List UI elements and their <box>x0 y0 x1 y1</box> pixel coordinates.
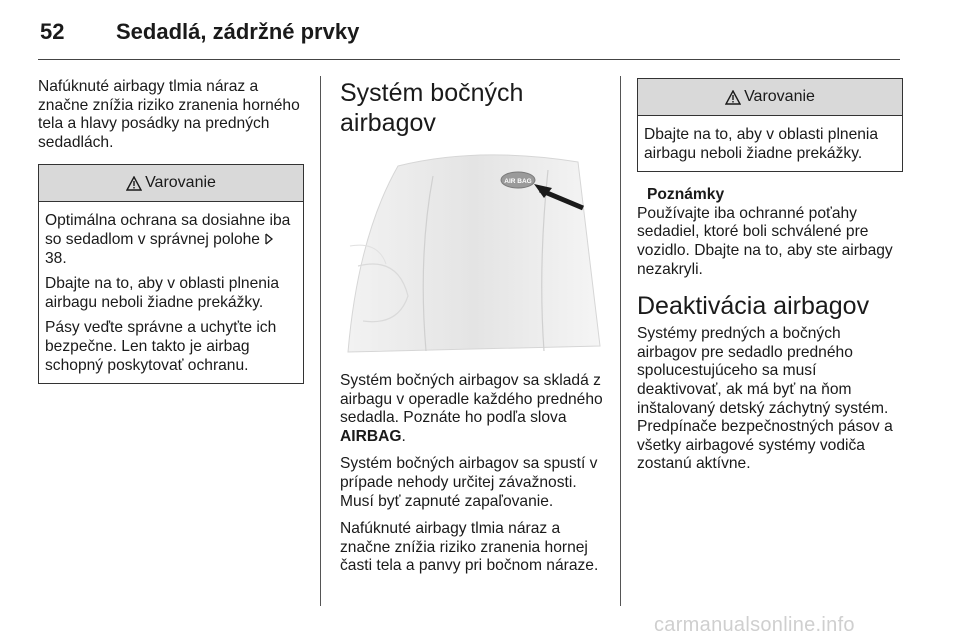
page-reference-icon <box>264 233 274 245</box>
warning-title-2: Varovanie <box>744 87 815 105</box>
warning-triangle-icon <box>126 176 142 191</box>
column-divider-2 <box>620 76 621 606</box>
seat-illustration-graphic <box>338 146 604 358</box>
section-heading-side-airbags: Systém bočných airbagov <box>340 79 524 137</box>
column-2 <box>340 78 606 585</box>
column-3 <box>637 78 903 483</box>
side-airbag-paragraph-2: Systém bočných airbagov sa spustí v prípade nehody určitej závažnosti. Musí byť zapnuté zapaľovanie. <box>340 455 598 510</box>
intro-paragraph: Nafúknuté airbagy tlmia náraz a značne znížia riziko zranenia horného tela a hlavy posádky na predných sedadlách. <box>38 78 300 151</box>
warning-box-2 <box>637 78 903 172</box>
paragraph-1-end: . <box>401 427 406 445</box>
warning-triangle-icon <box>725 90 741 105</box>
page-title: Sedadlá, zádržné prvky <box>116 19 360 44</box>
page-reference-link[interactable]: 38. <box>45 249 67 267</box>
page-header <box>38 18 900 60</box>
paragraph-1-text: Systém bočných airbagov sa skladá z airbagu v operadle každého predného sedadla. Poznáte ho podľa slova <box>340 372 603 427</box>
side-airbag-paragraph-3: Nafúknuté airbagy tlmia náraz a značne znížia riziko zranenia hornej časti tela a panvy pri bočnom náraze. <box>340 520 599 575</box>
column-divider-1 <box>320 76 321 606</box>
warning-title: Varovanie <box>145 174 216 192</box>
column-1 <box>38 78 304 384</box>
header-rule <box>38 59 900 60</box>
warning-header-2 <box>638 79 902 116</box>
warning-2-paragraph-1: Dbajte na to, aby v oblasti plnenia airbagu neboli žiadne prekážky. <box>644 126 879 162</box>
warning-box-1 <box>38 164 304 384</box>
warning-paragraph-1 <box>45 212 297 268</box>
watermark-text: carmanualsonline.info <box>654 614 855 636</box>
airbag-badge-label: AIR BAG <box>504 178 532 185</box>
warning-paragraph-1-text: Optimálna ochrana sa dosiahne iba so sedadlom v správnej polohe <box>45 212 291 248</box>
seat-airbag-illustration <box>338 146 604 358</box>
deactivation-paragraph: Systémy predných a bočných airbagov pre sedadlo predného spolucestujúceho sa musí deaktivovať, ak má byť na ňom inštalovaný detský záchytný systém. Predpínače bezpečnostných pásov a všetky airbagové systémy vodiča zostanú aktívne. <box>637 325 893 473</box>
note-text: Používajte iba ochranné poťahy sedadiel, ktoré boli schválené pre vozidlo. Dbajte na to, aby ste airbagy nezakryli. <box>637 204 893 278</box>
warning-paragraph-3: Pásy veďte správne a uchyťte ich bezpečne. Len takto je airbag schopný poskytovať ochranu. <box>45 319 277 374</box>
side-airbag-paragraph-1 <box>340 372 606 446</box>
page-number: 52 <box>40 19 65 44</box>
airbag-word: AIRBAG <box>340 427 402 445</box>
warning-header <box>39 165 303 202</box>
warning-body-2 <box>638 116 902 171</box>
section-heading-deactivation: Deaktivácia airbagov <box>637 292 870 321</box>
warning-body <box>39 202 303 383</box>
warning-paragraph-2: Dbajte na to, aby v oblasti plnenia airbagu neboli žiadne prekážky. <box>45 275 280 311</box>
note-title: Poznámky <box>647 186 725 204</box>
